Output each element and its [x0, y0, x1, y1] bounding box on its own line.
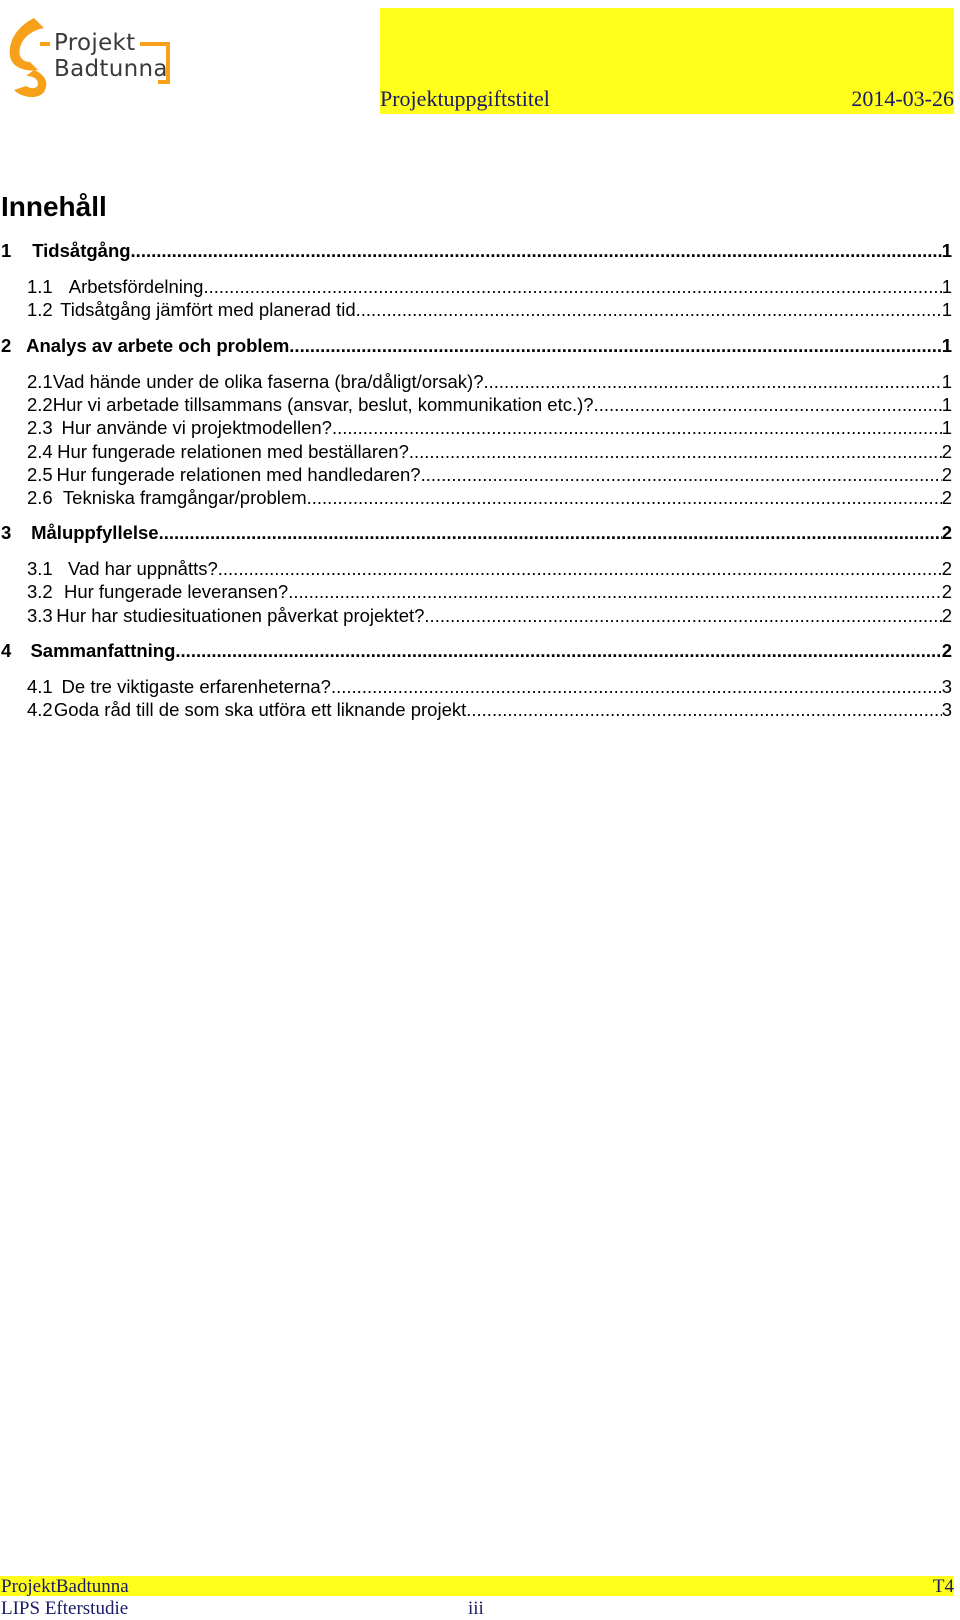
toc-entry-page: 1	[941, 276, 952, 297]
toc-entry-title: Tidsåtgång	[32, 240, 131, 261]
toc-entry-title: Arbetsfördelning	[68, 276, 204, 297]
toc-entry-page: 1	[941, 371, 952, 392]
toc-entry-number: 2.4	[27, 441, 53, 462]
toc-entry-page: 2	[941, 581, 952, 602]
toc-entry-title: Vad har uppnåtts?	[67, 558, 218, 579]
toc-entry-page: 2	[941, 487, 952, 508]
toc-entry-title: Analys av arbete och problem	[26, 335, 290, 356]
footer-band	[0, 1576, 954, 1596]
toc-entry-page: 2	[941, 605, 952, 626]
toc-entry[interactable]	[0, 676, 952, 700]
toc-entry-title: Vad hände under de olika faserna (bra/dåligt/orsak)?	[52, 371, 484, 392]
toc-entry-number: 2.5	[27, 464, 53, 485]
footer-page-number: iii	[468, 1598, 484, 1619]
toc-entry[interactable]	[0, 487, 952, 511]
toc-entry-number: 3.2	[27, 581, 53, 602]
toc-entry-title: Goda råd till de som ska utföra ett liknande projekt	[53, 699, 467, 720]
toc-entry-number: 4.1	[27, 676, 53, 697]
toc-entry[interactable]	[0, 240, 952, 264]
toc-entry-page: 3	[941, 676, 952, 697]
toc-entry-number: 2.2	[27, 394, 53, 415]
toc-leader-dots	[159, 522, 942, 544]
toc-entry-title: Hur fungerade leveransen?	[63, 581, 289, 602]
toc-entry-title: Sammanfattning	[30, 640, 176, 661]
toc-leader-dots	[307, 487, 942, 509]
toc-entry[interactable]	[0, 699, 952, 723]
toc-entry-title: De tre viktigaste erfarenheterna?	[61, 676, 331, 697]
toc-entry-title: Hur fungerade relationen med handledaren?	[56, 464, 421, 485]
toc-entry-number: 3.1	[27, 558, 53, 579]
toc-entry[interactable]	[0, 464, 952, 488]
logo-bracket-icon	[134, 42, 174, 86]
toc-leader-dots	[484, 371, 942, 393]
toc-entry-page: 1	[941, 240, 952, 261]
document-date: 2014-03-26	[851, 86, 954, 111]
logo-line-2: Badtunna	[54, 56, 168, 82]
toc-leader-dots	[203, 276, 941, 298]
toc-entry-number: 3.3	[27, 605, 53, 626]
toc-entry-page: 2	[941, 558, 952, 579]
toc-leader-dots	[466, 699, 941, 721]
toc-entry[interactable]	[0, 276, 952, 300]
toc-entry-number: 1.2	[27, 299, 53, 320]
company-logo	[4, 16, 176, 100]
toc-leader-dots	[131, 240, 942, 262]
toc-leader-dots	[332, 417, 942, 439]
toc-entry-title: Hur fungerade relationen med beställaren?	[57, 441, 409, 462]
logo-line-1: Projekt	[54, 30, 136, 56]
footer-document-name: LIPS Efterstudie	[1, 1598, 129, 1619]
toc-leader-dots	[331, 676, 942, 698]
toc-entry-page: 1	[941, 394, 952, 415]
toc-entry-number: 2.3	[27, 417, 53, 438]
toc-entry-title: Måluppfyllelse	[31, 522, 159, 543]
toc-leader-dots	[409, 441, 942, 463]
toc-leader-dots	[218, 558, 942, 580]
footer-project-name: ProjektBadtunna	[1, 1576, 129, 1597]
toc-entry[interactable]	[0, 417, 952, 441]
toc-entry-number: 2.1	[27, 371, 53, 392]
toc-entry-page: 2	[941, 640, 952, 661]
document-title: Projektuppgiftstitel	[380, 86, 550, 111]
toc-entry-title: Tekniska framgångar/problem	[62, 487, 307, 508]
toc-leader-dots	[288, 581, 942, 603]
toc-heading: Innehåll	[1, 191, 107, 222]
toc-leader-dots	[424, 605, 941, 627]
toc-entry-page: 2	[941, 464, 952, 485]
toc-entry[interactable]	[0, 522, 952, 546]
toc-entry-number: 2	[1, 335, 12, 356]
toc-entry-title: Tidsåtgång jämfört med planerad tid	[60, 299, 356, 320]
toc-entry[interactable]	[0, 335, 952, 359]
toc-entry-page: 1	[941, 299, 952, 320]
toc-entry[interactable]	[0, 441, 952, 465]
toc-entry-number: 4	[1, 640, 12, 661]
toc-entry-page: 3	[941, 699, 952, 720]
toc-leader-dots	[289, 335, 941, 357]
toc-entry-title: Hur använde vi projektmodellen?	[61, 417, 332, 438]
toc-entry-number: 2.6	[27, 487, 53, 508]
toc-entry-number: 1.1	[27, 276, 53, 297]
toc-entry-number: 3	[1, 522, 12, 543]
toc-entry-title: Hur har studiesituationen påverkat projektet?	[56, 605, 425, 626]
toc-entry-page: 1	[941, 417, 952, 438]
toc-entry[interactable]	[0, 640, 952, 664]
toc-entry[interactable]	[0, 605, 952, 629]
toc-entry-title: Hur vi arbetade tillsammans (ansvar, beslut, kommunikation etc.)?	[52, 394, 594, 415]
toc-entry-number: 1	[1, 240, 12, 261]
toc-leader-dots	[594, 394, 942, 416]
toc-leader-dots	[356, 299, 942, 321]
toc-leader-dots	[175, 640, 941, 662]
toc-entry-page: 1	[941, 335, 952, 356]
toc-entry[interactable]	[0, 299, 952, 323]
toc-entry-number: 4.2	[27, 699, 53, 720]
toc-entry[interactable]	[0, 371, 952, 395]
toc-entry[interactable]	[0, 394, 952, 418]
toc-entry-page: 2	[941, 441, 952, 462]
toc-entry[interactable]	[0, 581, 952, 605]
footer-group-id: T4	[932, 1576, 954, 1597]
toc-entry-page: 2	[941, 522, 952, 543]
toc-entry[interactable]	[0, 558, 952, 582]
toc-leader-dots	[421, 464, 942, 486]
